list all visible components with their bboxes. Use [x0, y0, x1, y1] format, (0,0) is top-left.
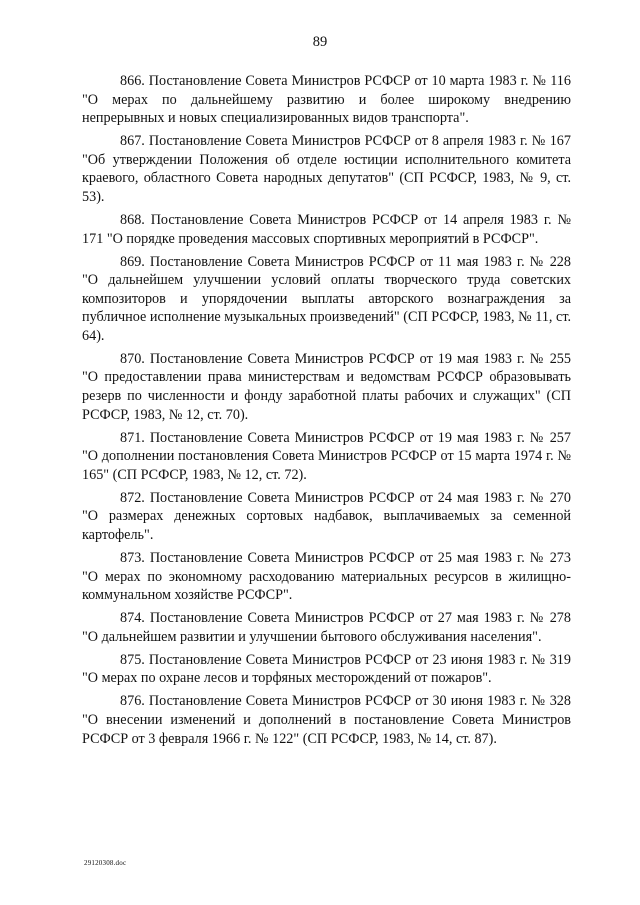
document-body [82, 72, 571, 752]
list-item: 874. Постановление Совета Министров РСФСР от 27 мая 1983 г. № 278 "О дальнейшем развитии и улучшении бытового обслуживания населения". [82, 610, 571, 645]
list-item: 875. Постановление Совета Министров РСФСР от 23 июня 1983 г. № 319 "О мерах по охране лесов и торфяных месторождений от пожаров". [82, 651, 571, 687]
list-item: 868. Постановление Совета Министров РСФСР от 14 апреля 1983 г. № 171 "О порядке проведения массовых спортивных мероприятий в РСФСР". [82, 211, 571, 247]
list-item: 870. Постановление Совета Министров РСФСР от 19 мая 1983 г. № 255 "О предоставлении права министерствам и ведомствам РСФСР образовывать резерв по численности и фонду заработной платы рабочих и служащих" (СП РСФСР, 1983, № 12, ст. 70). [82, 350, 571, 423]
list-item: 866. Постановление Совета Министров РСФСР от 10 марта 1983 г. № 116 "О мерах по дальнейшему развитию и более широкому внедрению непрерывных и новых специализированных видов транспорта". [82, 73, 571, 127]
list-item: 872. Постановление Совета Министров РСФСР от 24 мая 1983 г. № 270 "О размерах денежных сортовых надбавок, выплачиваемых за семенной картофель". [82, 489, 571, 543]
list-item: 876. Постановление Совета Министров РСФСР от 30 июня 1983 г. № 328 "О внесении изменений и дополнений в постановление Совета Министров РСФСР от 3 февраля 1966 г. № 122" (СП РСФСР, 1983, № 14, ст. 87). [82, 693, 571, 747]
page-number: 89 [312, 34, 328, 50]
list-item: 867. Постановление Совета Министров РСФСР от 8 апреля 1983 г. № 167 "Об утверждении Положения об отделе юстиции исполнительного комитета краевого, областного Совета народных депутатов" (СП РСФСР, 1983, № 9, ст. 53). [82, 133, 571, 205]
footer-file-code: 29120308.doc [84, 859, 127, 867]
list-item: 873. Постановление Совета Министров РСФСР от 25 мая 1983 г. № 273 "О мерах по экономному расходованию материальных ресурсов в жилищно-коммунальном хозяйстве РСФСР". [82, 549, 571, 604]
list-item: 871. Постановление Совета Министров РСФСР от 19 мая 1983 г. № 257 "О дополнении постановления Совета Министров РСФСР от 15 марта 1974 г. № 165" (СП РСФСР, 1983, № 12, ст. 72). [82, 429, 571, 483]
list-item: 869. Постановление Совета Министров РСФСР от 11 мая 1983 г. № 228 "О дальнейшем улучшении условий оплаты творческого труда советских композиторов и упорядочении выплаты авторского вознаграждения за публичное исполнение музыкальных произведений" (СП РСФСР, 1983, № 11, ст. 64). [82, 253, 571, 344]
